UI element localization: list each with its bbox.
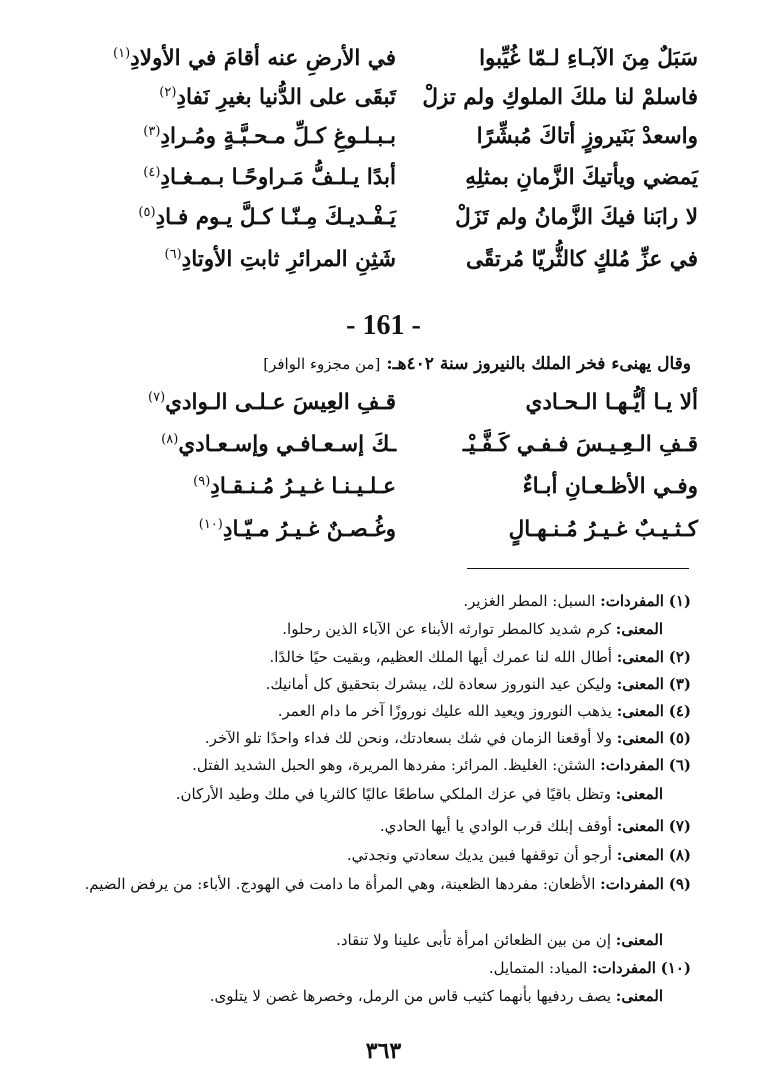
verse-hemistich-first: وفـي الأظـعـانِ أبـاءٌ bbox=[522, 474, 698, 499]
footnote-label: المفردات: bbox=[592, 959, 656, 977]
footnote-line bbox=[210, 985, 663, 1007]
footnote-number: (٤) bbox=[668, 702, 691, 720]
hemistich-text: وغُـصـنٌ غـيـرُ مـيّـادِ bbox=[222, 517, 396, 542]
verse-hemistich-second bbox=[78, 245, 396, 275]
verse-hemistich-second bbox=[78, 83, 396, 113]
footnote-label: المعنى: bbox=[616, 846, 664, 864]
footnote-text: الأظعان: مفردها الظعينة، وهي المرأة ما دامت في الهودج. الأباء: من يرفض الضيم. bbox=[84, 875, 596, 893]
footnote-label: المعنى: bbox=[616, 648, 664, 666]
footnote-number: (٩) bbox=[668, 875, 691, 893]
meter-label: [من مجزوء الوافر] bbox=[263, 355, 381, 373]
footnote-label: المعنى: bbox=[615, 620, 663, 638]
footnote-ref: (١٠) bbox=[198, 516, 223, 532]
verse-line bbox=[78, 430, 698, 460]
verse-line bbox=[78, 245, 698, 275]
verse-hemistich-first: كـثـيـبٌ غـيـرُ مُـنـهـالٍ bbox=[508, 517, 698, 542]
footnote-line bbox=[336, 929, 663, 951]
hemistich-text: أبدًا يـلـفُّ مَـراوحًـا بـمـغـادِ bbox=[160, 165, 396, 190]
poem-intro bbox=[263, 350, 691, 378]
verse-hemistich-first: يَمضي ويأتيكَ الزَّمانِ بمثلِهِ bbox=[465, 165, 698, 190]
page-number: ٣٦٣ bbox=[365, 1038, 402, 1064]
footnote-number: (٧) bbox=[668, 817, 691, 835]
verse-line bbox=[78, 163, 698, 193]
footnote-text: كرم شديد كالمطر توارثه الأبناء عن الآباء الذين رحلوا. bbox=[282, 620, 611, 638]
footnote-text: وليكن عيد النوروز سعادة لك، يبشرك بتحقيق كل أمانيك. bbox=[265, 675, 612, 693]
verse-line bbox=[78, 122, 698, 152]
footnote-number: (٢) bbox=[668, 648, 691, 666]
footnote-number: (٦) bbox=[668, 756, 691, 774]
verse-hemistich-second bbox=[78, 203, 396, 233]
footnote-line bbox=[205, 727, 691, 749]
footnote-line bbox=[463, 590, 691, 612]
verse-hemistich-first: واسعدْ بَنَيروزٍ أتاكَ مُبشِّرًا bbox=[476, 124, 698, 149]
hemistich-text: تَبقَى على الدُّنيا بغيرِ نَفادِ bbox=[176, 85, 396, 110]
verse-hemistich-second bbox=[78, 472, 396, 502]
footnote-label: المعنى: bbox=[615, 931, 663, 949]
footnote-label: المعنى: bbox=[616, 729, 664, 747]
footnote-line bbox=[266, 673, 691, 695]
verse-hemistich-first: سَبَلٌ مِنَ الآبـاءِ لـمّا غُيِّبوا bbox=[479, 46, 698, 71]
footnote-number: (٣) bbox=[668, 675, 691, 693]
footnote-label: المعنى: bbox=[615, 987, 663, 1005]
footnote-number: (٥) bbox=[668, 729, 691, 747]
footnote-number: (١٠) bbox=[660, 959, 691, 977]
footnote-text: أطال الله لنا عمرك أيها الملك العظيم، وبقيت حيًا خالدًا. bbox=[269, 648, 612, 666]
hemistich-text: في الأرضِ عنه أقامَ في الأولادِ bbox=[130, 46, 396, 71]
footnote-ref: (٩) bbox=[193, 473, 211, 489]
footnote-text: إن من بين الظعائن امرأة تأبى علينا ولا تنقاد. bbox=[336, 931, 611, 949]
footnote-label: المعنى: bbox=[616, 817, 664, 835]
footnote-label: المفردات: bbox=[600, 592, 664, 610]
footnote-text: المياد: المتمايل. bbox=[488, 959, 588, 977]
footnote-line bbox=[176, 783, 663, 805]
verse-line bbox=[78, 83, 698, 113]
footnote-number: (٨) bbox=[668, 846, 691, 864]
verse-hemistich-second bbox=[78, 430, 396, 460]
footnote-ref: (٤) bbox=[143, 164, 161, 180]
footnote-label: المفردات: bbox=[600, 875, 664, 893]
verse-hemistich-first: في عزِّ مُلكٍ كالثُّريّا مُرتقًى bbox=[466, 247, 698, 272]
footnote-label: المعنى: bbox=[616, 675, 664, 693]
footnote-divider bbox=[467, 568, 689, 569]
verse-line bbox=[78, 203, 698, 233]
intro-text: وقال يهنىء فخر الملك بالنيروز سنة ٤٠٢هـ: bbox=[386, 354, 691, 374]
footnote-line bbox=[282, 618, 663, 640]
footnote-ref: (٦) bbox=[164, 246, 182, 262]
verse-hemistich-first: ألا يـا أيُّـهـا الـحـادي bbox=[525, 390, 698, 415]
verse-hemistich-first: لا رابَنا فيكَ الزَّمانُ ولم تَزَلْ bbox=[455, 205, 698, 230]
hemistich-text: شَثِنِ المرائرِ ثابتِ الأوتادِ bbox=[181, 247, 396, 272]
footnote-text: السبل: المطر الغزير. bbox=[463, 592, 596, 610]
verse-hemistich-second bbox=[78, 163, 396, 193]
footnote-text: أرجو أن توقفها فبين يديك سعادتي ونجدتي. bbox=[346, 846, 612, 864]
hemistich-text: يَـفْـديـكَ مِـنّـا كـلَّ يـوم فـادِ bbox=[155, 205, 396, 230]
verse-line bbox=[78, 388, 698, 418]
verse-hemistich-second bbox=[78, 388, 396, 418]
footnote-number: (١) bbox=[668, 592, 691, 610]
footnote-label: المعنى: bbox=[616, 702, 664, 720]
footnote-line bbox=[489, 957, 691, 979]
footnote-label: المعنى: bbox=[615, 785, 663, 803]
footnote-text: يذهب النوروز ويعيد الله عليك نوروزًا آخر ما دام العمر. bbox=[277, 702, 612, 720]
footnote-line bbox=[269, 646, 691, 668]
hemistich-text: بـبـلـوغِ كـلِّ مـحـبَّـةٍ ومُـرادِ bbox=[160, 124, 396, 149]
footnote-line bbox=[380, 815, 691, 837]
verse-line bbox=[78, 515, 698, 545]
footnote-text: يصف ردفيها بأنهما كثيب قاس من الرمل، وخصرها غصن لا يتلوى. bbox=[209, 987, 611, 1005]
verse-hemistich-first: قـفِ الـعِـيـسَ فـفـي كَـفَّـيْـ bbox=[462, 432, 698, 457]
footnote-text: وتظل باقيًا في عزك الملكي ساطعًا عاليًا كالثريا في ملك وطيد الأركان. bbox=[175, 785, 611, 803]
verse-line bbox=[78, 44, 698, 74]
footnote-ref: (٧) bbox=[148, 389, 166, 405]
footnote-line bbox=[278, 700, 691, 722]
footnote-line bbox=[347, 844, 691, 866]
footnote-text: الشثن: الغليظ. المرائر: مفردها المريرة، وهو الحبل الشديد الفتل. bbox=[192, 756, 596, 774]
footnote-line bbox=[76, 873, 691, 895]
footnote-line bbox=[192, 754, 691, 776]
hemistich-text: ـكَ إسـعـافـي وإسـعـادي bbox=[178, 432, 396, 457]
footnote-ref: (٢) bbox=[159, 84, 177, 100]
hemistich-text: عـلـيـنـا غـيـرُ مُـنـقـادِ bbox=[210, 474, 396, 499]
footnote-ref: (٨) bbox=[161, 431, 179, 447]
footnote-text: أوقف إبلك قرب الوادي يا أيها الحادي. bbox=[379, 817, 612, 835]
hemistich-text: قـفِ العِيسَ عـلـى الـوادي bbox=[165, 390, 396, 415]
verse-hemistich-first: فاسلمْ لنا ملكَ الملوكِ ولم تزلْ bbox=[422, 85, 698, 110]
footnote-ref: (٣) bbox=[143, 123, 161, 139]
section-number: - 161 - bbox=[346, 310, 421, 341]
verse-hemistich-second bbox=[78, 122, 396, 152]
verse-line bbox=[78, 472, 698, 502]
verse-hemistich-second bbox=[78, 44, 396, 74]
footnote-ref: (١) bbox=[113, 45, 131, 61]
footnote-ref: (٥) bbox=[138, 204, 156, 220]
footnote-label: المفردات: bbox=[600, 756, 664, 774]
footnote-text: ولا أوقعنا الزمان في شك بسعادتك، ونحن لك فداء واحدًا تلو الآخر. bbox=[204, 729, 612, 747]
verse-hemistich-second bbox=[78, 515, 396, 545]
